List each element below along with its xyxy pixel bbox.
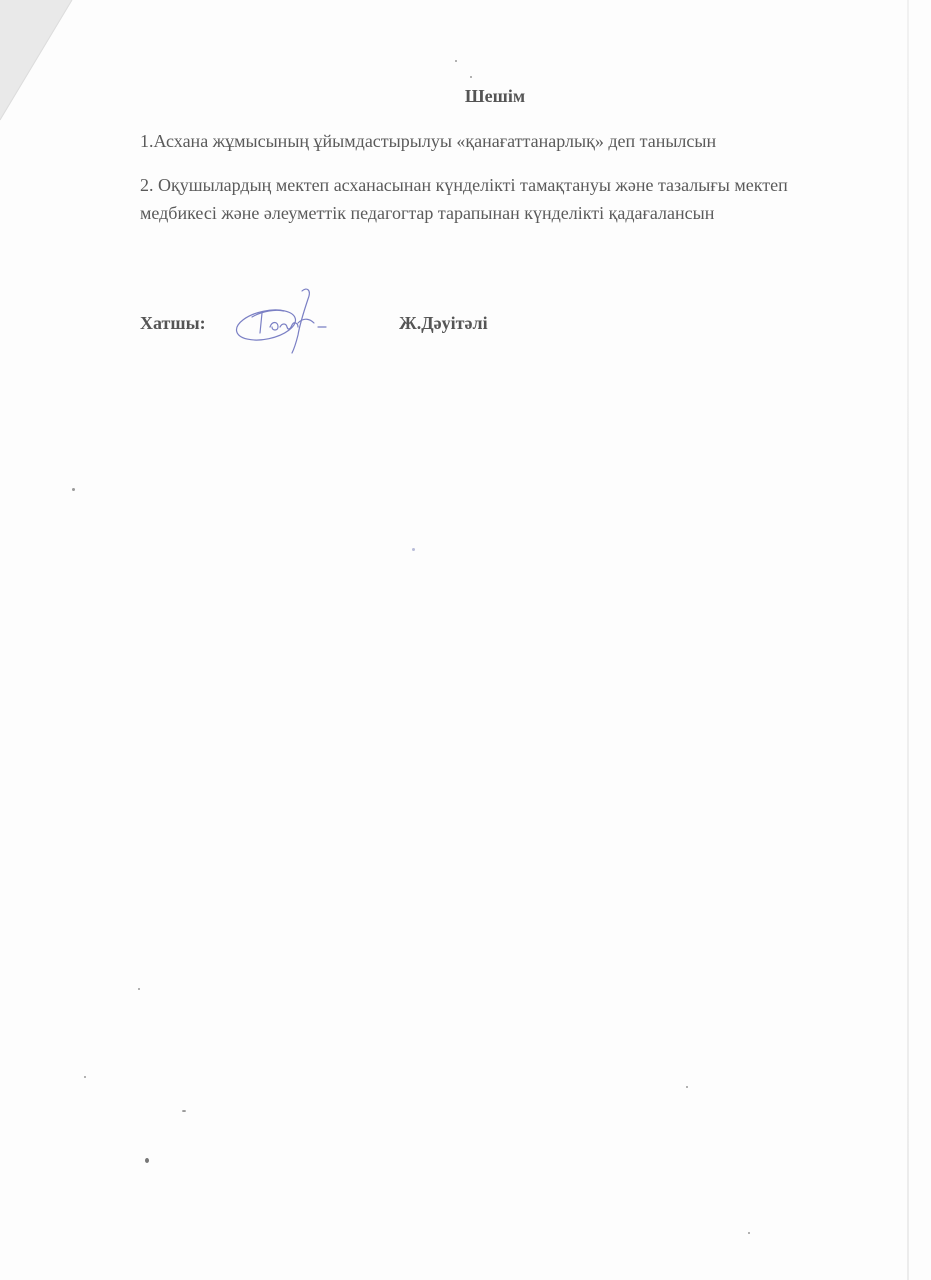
paper-speck: [182, 1110, 186, 1112]
paper-speck: [138, 988, 140, 990]
page-edge-shadow: [907, 0, 909, 1280]
folded-corner: [0, 0, 80, 130]
paper-speck: [72, 488, 75, 491]
paper-speck: [470, 76, 472, 78]
document-title: Шешім: [464, 86, 526, 106]
handwritten-signature: [232, 283, 332, 355]
paper-speck: [84, 1076, 86, 1078]
decision-item-2: 2. Оқушылардың мектеп асханасынан күнделікті тамақтануы және тазалығы мектеп медбикесі және әлеуметтік педагогтар тарапынан күнделікті қадағалансын: [140, 175, 788, 223]
secretary-name: Ж.Дәуітәлі: [399, 313, 488, 333]
paper-speck: [748, 1232, 750, 1234]
paper-speck: [412, 548, 415, 551]
secretary-label: Хатшы:: [140, 313, 206, 333]
paper-speck: [145, 1158, 149, 1163]
decision-item-1: 1.Асхана жұмысының ұйымдастырылуы «қанағаттанарлық» деп танылсын: [140, 131, 717, 151]
signature-row: [140, 313, 640, 353]
paper-speck: [686, 1086, 688, 1088]
paper-speck: [455, 60, 457, 62]
